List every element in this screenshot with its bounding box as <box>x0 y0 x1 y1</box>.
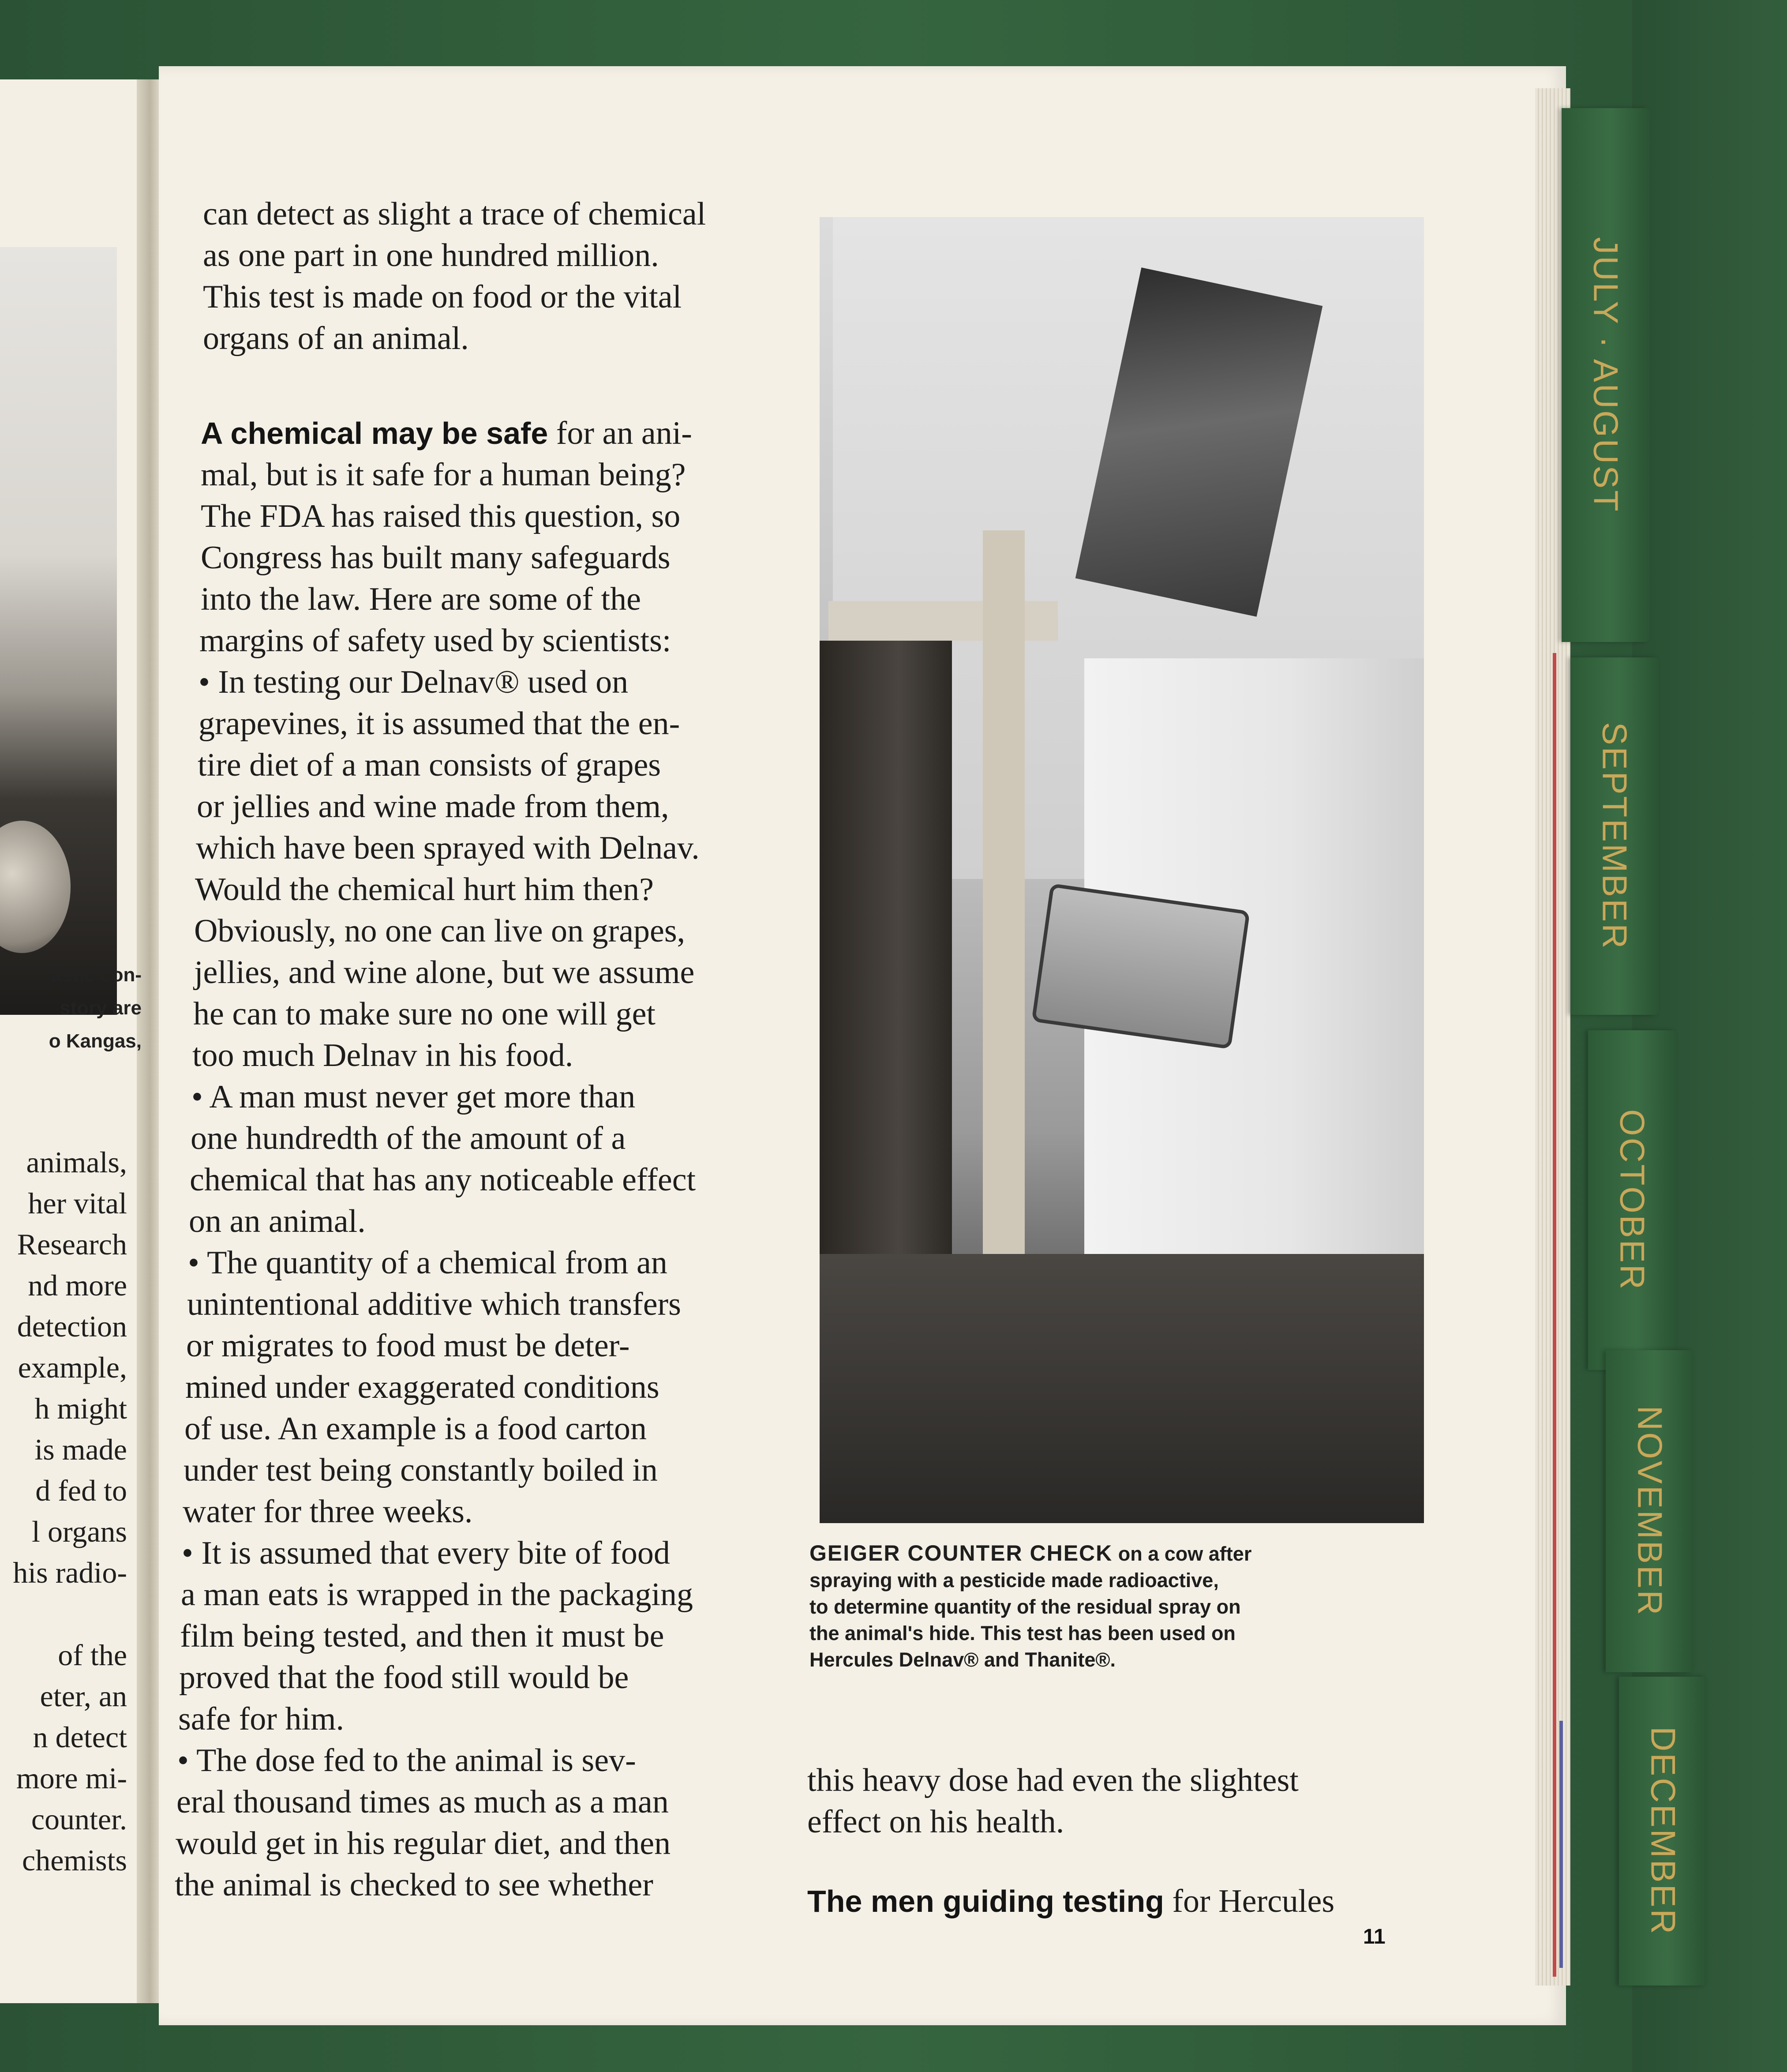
body-line: water for three weeks. <box>183 1494 473 1530</box>
body-line: • A man must never get more than <box>191 1079 636 1115</box>
left-text-line: l organs <box>32 1515 127 1548</box>
left-caption-line: astic con- <box>51 964 142 986</box>
body-line: effect on his health. <box>807 1804 1064 1840</box>
divider-red-edge <box>1553 653 1556 1977</box>
caption-line: Hercules Delnav® and Thanite®. <box>809 1648 1116 1671</box>
left-text-line: more mi- <box>16 1761 127 1795</box>
geiger-counter-photo <box>820 217 1424 1523</box>
body-line: unintentional additive which transfers <box>187 1286 681 1322</box>
photo-straw-floor <box>820 1254 1424 1523</box>
body-line: mal, but is it safe for a human being? <box>201 457 686 493</box>
body-line-with-lead <box>201 413 692 454</box>
left-text-line: eter, an <box>40 1679 127 1713</box>
body-line: mined under exaggerated conditions <box>185 1369 659 1405</box>
left-caption-line: o Kangas, <box>49 1030 142 1052</box>
body-line: which have been sprayed with Delnav. <box>196 830 700 866</box>
left-text-line: her vital <box>28 1186 127 1220</box>
tab-december[interactable] <box>1619 1677 1707 1986</box>
body-line: into the law. Here are some of the <box>201 581 641 617</box>
para2-lead: A chemical may be safe <box>201 416 548 450</box>
body-line: chemical that has any noticeable effect <box>190 1162 696 1198</box>
tab-july-august[interactable] <box>1562 108 1650 642</box>
body-line: as one part in one hundred million. <box>203 237 659 274</box>
left-text-line: his radio- <box>13 1556 127 1589</box>
left-photo <box>0 247 117 1015</box>
caption-line: the animal's hide. This test has been used on <box>809 1622 1236 1644</box>
body-line: film being tested, and then it must be <box>180 1618 664 1654</box>
tab-september[interactable] <box>1570 657 1659 1015</box>
body-line: on an animal. <box>189 1203 366 1239</box>
body-line: of use. An example is a food carton <box>184 1411 647 1447</box>
body-line: • The quantity of a chemical from an <box>188 1245 667 1281</box>
tab-november[interactable] <box>1606 1350 1694 1672</box>
body-line: or jellies and wine made from them, <box>197 788 669 825</box>
tab-label: NOVEMBER <box>1630 1405 1670 1617</box>
body-line: proved that the food still would be <box>179 1659 629 1696</box>
body-line: jellies, and wine alone, but we assume <box>194 954 695 991</box>
photo-geiger-counter <box>1031 883 1250 1049</box>
body-line: too much Delnav in his food. <box>192 1037 573 1074</box>
left-text-line: of the <box>58 1638 127 1672</box>
tab-october[interactable] <box>1588 1030 1676 1370</box>
left-text-line: chemists <box>22 1843 127 1877</box>
body-line: can detect as slight a trace of chemical <box>203 196 706 232</box>
body-line-with-lead <box>807 1881 1334 1922</box>
left-text-line: n detect <box>33 1720 127 1754</box>
left-photo-portrait <box>0 821 71 953</box>
photo-caption <box>809 1540 1403 1673</box>
body-line: or migrates to food must be deter- <box>186 1328 630 1364</box>
body-line-rest: for Hercules <box>1164 1883 1335 1919</box>
tab-label: SEPTEMBER <box>1595 722 1634 950</box>
caption-line <box>809 1540 1403 1567</box>
body-line: This test is made on food or the vital <box>203 279 682 315</box>
tab-label: OCTOBER <box>1613 1109 1652 1291</box>
left-caption-line: story are <box>60 997 142 1019</box>
body-line: • The dose fed to the animal is sev- <box>177 1742 636 1779</box>
divider-blue-edge <box>1559 1721 1563 1968</box>
body-line: safe for him. <box>178 1701 345 1737</box>
col2-lead: The men guiding testing <box>807 1884 1164 1918</box>
body-line: eral thousand times as much as a man <box>176 1784 669 1820</box>
left-text-line: is made <box>34 1433 127 1466</box>
left-text-line: counter. <box>31 1802 127 1836</box>
page-number: 11 <box>1363 1925 1386 1948</box>
body-line: would get in his regular diet, and then <box>176 1825 671 1862</box>
body-line-rest: for an ani- <box>548 415 692 451</box>
body-line: • In testing our Delnav® used on <box>199 664 629 700</box>
tab-label: DECEMBER <box>1644 1726 1683 1936</box>
left-text-line: d fed to <box>35 1474 127 1507</box>
left-text-line: example, <box>18 1351 127 1384</box>
body-line: grapevines, it is assumed that the en- <box>199 706 680 742</box>
body-line: Would the chemical hurt him then? <box>195 871 654 908</box>
body-line: • It is assumed that every bite of food <box>182 1535 670 1571</box>
caption-lead: GEIGER COUNTER CHECK <box>809 1541 1113 1565</box>
caption-line: spraying with a pesticide made radioactive, <box>809 1569 1219 1592</box>
body-line: the animal is checked to see whether <box>175 1867 653 1903</box>
body-line: tire diet of a man consists of grapes <box>198 747 661 783</box>
left-text-line: detection <box>17 1310 127 1343</box>
tab-label: JULY · AUGUST <box>1586 237 1626 513</box>
left-text-line: h might <box>34 1392 127 1425</box>
left-text-line: nd more <box>28 1269 127 1302</box>
body-line: organs of an animal. <box>203 320 469 357</box>
body-line: he can to make sure no one will get <box>193 996 656 1032</box>
body-line: Congress has built many safeguards <box>201 540 671 576</box>
caption-line: to determine quantity of the residual spray on <box>809 1595 1241 1618</box>
body-line: one hundredth of the amount of a <box>191 1120 626 1156</box>
left-text-line: animals, <box>26 1145 127 1179</box>
caption-line-rest: on a cow after <box>1113 1543 1252 1565</box>
body-line: a man eats is wrapped in the packaging <box>181 1577 693 1613</box>
body-line: under test being constantly boiled in <box>184 1452 658 1488</box>
body-line: Obviously, no one can live on grapes, <box>194 913 686 949</box>
body-line: The FDA has raised this question, so <box>201 498 681 534</box>
left-text-line: Research <box>17 1227 127 1261</box>
body-line: this heavy dose had even the slightest <box>807 1762 1299 1798</box>
body-line: margins of safety used by scientists: <box>199 623 671 659</box>
